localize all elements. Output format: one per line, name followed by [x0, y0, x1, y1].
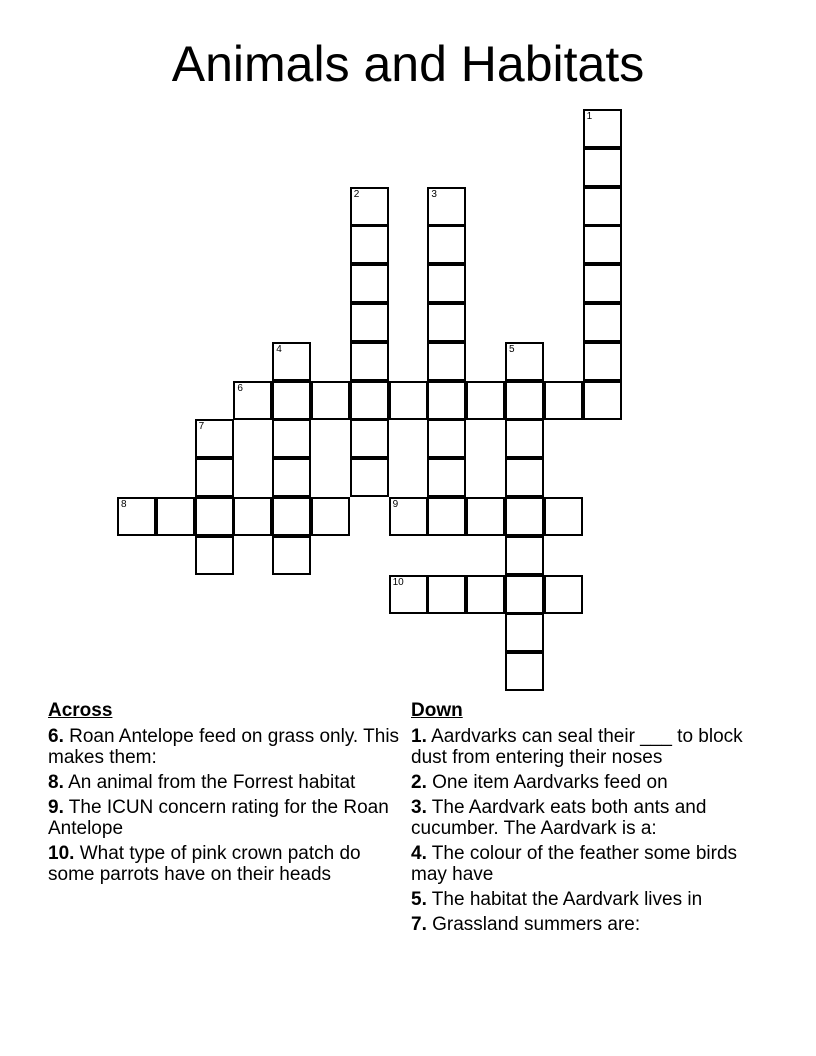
- grid-cell[interactable]: [427, 187, 466, 226]
- grid-cell[interactable]: [427, 575, 466, 614]
- clue-number-2: 2: [353, 188, 360, 200]
- grid-cell[interactable]: [272, 342, 311, 381]
- grid-cell[interactable]: [583, 303, 622, 342]
- grid-cell[interactable]: [427, 342, 466, 381]
- grid-cell[interactable]: [195, 419, 234, 458]
- grid-cell[interactable]: [544, 381, 583, 420]
- grid-cell[interactable]: [272, 381, 311, 420]
- grid-cell[interactable]: [505, 342, 544, 381]
- across-clues: [48, 700, 400, 889]
- grid-cell[interactable]: [427, 381, 466, 420]
- clue-number-9: 9: [392, 499, 399, 510]
- grid-cell[interactable]: [583, 148, 622, 187]
- grid-cell[interactable]: [156, 497, 195, 536]
- clue-number-6: 6: [237, 382, 243, 394]
- grid-cell[interactable]: [505, 458, 544, 497]
- clue-text: Grassland summers are:: [426, 914, 641, 935]
- grid-cell[interactable]: [350, 381, 389, 420]
- grid-cell[interactable]: [311, 381, 350, 420]
- grid-cell[interactable]: [350, 419, 389, 458]
- grid-cell[interactable]: [350, 458, 389, 497]
- clue-text: One item Aardvarks feed on: [426, 772, 668, 793]
- down-clue: [411, 726, 761, 768]
- grid-cell[interactable]: [544, 497, 583, 536]
- clue-number: 5.: [411, 889, 427, 910]
- grid-cell[interactable]: [117, 497, 156, 536]
- grid-cell[interactable]: [583, 225, 622, 264]
- clue-text: An animal from the Forrest habitat: [63, 772, 356, 793]
- grid-cell[interactable]: [389, 381, 428, 420]
- grid-cell[interactable]: [505, 575, 544, 614]
- grid-cell[interactable]: [350, 264, 389, 303]
- across-heading: Across: [48, 700, 113, 721]
- down-clue: [411, 843, 761, 885]
- grid-cell[interactable]: [272, 497, 311, 536]
- down-clue: [411, 889, 761, 910]
- grid-cell[interactable]: [505, 381, 544, 420]
- grid-cell[interactable]: [466, 497, 505, 536]
- clue-number-10: 10: [392, 576, 404, 588]
- clue-number: 6.: [48, 726, 64, 747]
- grid-cell[interactable]: [505, 613, 544, 652]
- down-clue: [411, 914, 761, 935]
- across-clue: [48, 726, 400, 768]
- grid-cell[interactable]: [195, 497, 234, 536]
- grid-cell[interactable]: [233, 381, 272, 420]
- across-clue: [48, 797, 400, 839]
- grid-cell[interactable]: [389, 575, 428, 614]
- grid-cell[interactable]: [505, 497, 544, 536]
- clue-text: What type of pink crown patch do some parrots have on their heads: [48, 843, 361, 885]
- grid-cell[interactable]: [350, 187, 389, 226]
- grid-cell[interactable]: [505, 652, 544, 691]
- clue-number: 8.: [48, 772, 64, 793]
- clue-number-3: 3: [431, 188, 437, 200]
- clue-number-7: 7: [198, 421, 205, 433]
- grid-cell[interactable]: [272, 536, 311, 575]
- grid-cell[interactable]: [195, 458, 234, 497]
- clue-number-8: 8: [121, 499, 127, 510]
- grid-cell[interactable]: [389, 497, 428, 536]
- grid-cell[interactable]: [427, 419, 466, 458]
- grid-cell[interactable]: [583, 342, 622, 381]
- clue-text: The habitat the Aardvark lives in: [426, 889, 703, 910]
- grid-cell[interactable]: [350, 303, 389, 342]
- grid-cell[interactable]: [350, 342, 389, 381]
- clue-text: Roan Antelope feed on grass only. This makes them:: [48, 726, 400, 768]
- grid-cell[interactable]: [583, 187, 622, 226]
- grid-cell[interactable]: [583, 381, 622, 420]
- grid-cell[interactable]: [505, 536, 544, 575]
- grid-cell[interactable]: [505, 419, 544, 458]
- across-clue: [48, 772, 400, 793]
- clue-text: Aardvarks can seal their ___ to block dust from entering their noses: [411, 726, 743, 768]
- clue-number-1: 1: [586, 111, 593, 122]
- grid-cell[interactable]: [427, 303, 466, 342]
- clue-text: The Aardvark eats both ants and cucumber. The Aardvark is a:: [411, 797, 707, 839]
- down-clue: [411, 797, 761, 839]
- across-clue: [48, 843, 400, 885]
- grid-cell[interactable]: [466, 381, 505, 420]
- grid-cell[interactable]: [427, 264, 466, 303]
- clue-number: 2.: [411, 772, 427, 793]
- clue-number: 4.: [411, 843, 427, 864]
- clue-number-4: 4: [276, 343, 282, 355]
- grid-cell[interactable]: [466, 575, 505, 614]
- grid-cell[interactable]: [350, 225, 389, 264]
- grid-cell[interactable]: [272, 458, 311, 497]
- grid-cell[interactable]: [233, 497, 272, 536]
- down-clues: [411, 700, 761, 939]
- clue-number-5: 5: [509, 343, 515, 355]
- clue-text: The ICUN concern rating for the Roan Antelope: [48, 797, 389, 839]
- puzzle-title: Animals and Habitats: [171, 36, 645, 92]
- grid-cell[interactable]: [427, 225, 466, 264]
- grid-cell[interactable]: [427, 497, 466, 536]
- grid-cell[interactable]: [583, 264, 622, 303]
- grid-cell[interactable]: [583, 109, 622, 148]
- down-clue: [411, 772, 761, 793]
- clue-text: The colour of the feather some birds may have: [411, 843, 738, 885]
- grid-cell[interactable]: [195, 536, 234, 575]
- grid-cell[interactable]: [427, 458, 466, 497]
- grid-cell[interactable]: [272, 419, 311, 458]
- grid-cell[interactable]: [544, 575, 583, 614]
- clue-number: 1.: [411, 726, 427, 747]
- clue-number: 9.: [48, 797, 64, 818]
- clue-number: 10.: [48, 843, 75, 864]
- down-heading: Down: [411, 700, 463, 721]
- grid-cell[interactable]: [311, 497, 350, 536]
- clue-number: 7.: [411, 914, 427, 935]
- clue-number: 3.: [411, 797, 427, 818]
